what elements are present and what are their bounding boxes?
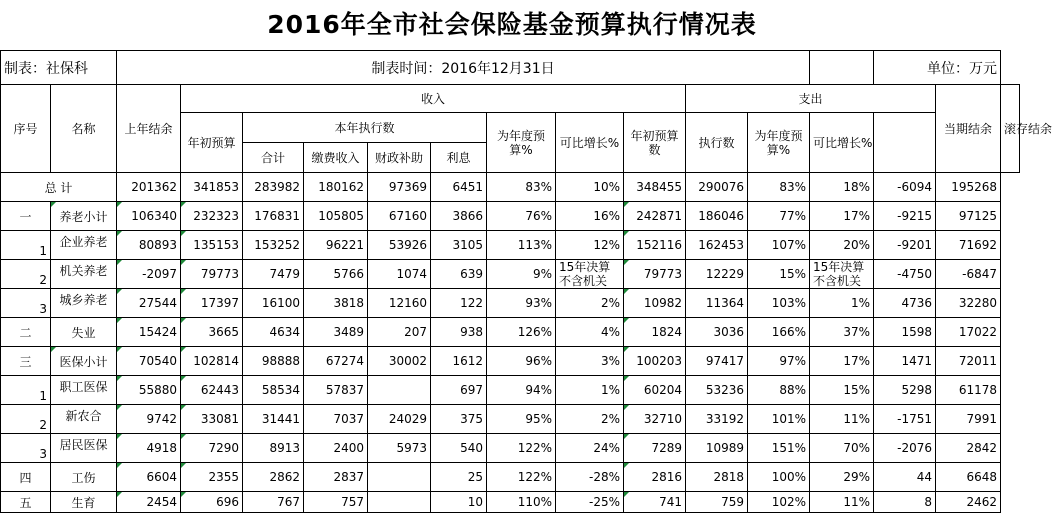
cell-e-ratio: 151% [748,434,810,463]
row-seq: 2 [1,260,51,289]
header-income-ratio: 为年度预算% [487,113,556,173]
row-name: 城乡养老 [51,289,117,318]
cell-sum: 16100 [243,289,304,318]
cell-contrib: 757 [304,492,368,513]
cell-roll: 97125 [936,202,1001,231]
cell-subsidy: 1074 [368,260,431,289]
cell-curr: -9201 [874,231,936,260]
row-name: 养老小计 [51,202,117,231]
unit-label: 单位：万元 [874,51,1001,85]
cell-growth: 1% [556,376,624,405]
cell-e-ratio: 88% [748,376,810,405]
cell-e-growth: 15% [810,376,874,405]
meta-row [1,51,1020,85]
cell-budget: 17397 [181,289,243,318]
cell-roll: 71692 [936,231,1001,260]
cell-e-growth: 37% [810,318,874,347]
table-row [1,318,1020,347]
cell-subsidy [368,492,431,513]
cell-subsidy: 207 [368,318,431,347]
row-seq: 二 [1,318,51,347]
cell-curr: -1751 [874,405,936,434]
cell-e-budget: 60204 [624,376,686,405]
cell-e-budget: 2816 [624,463,686,492]
header-contrib: 缴费收入 [304,143,368,173]
cell-e-ratio: 77% [748,202,810,231]
cell-e-budget: 7289 [624,434,686,463]
cell-interest: 375 [431,405,487,434]
cell-interest: 540 [431,434,487,463]
row-name: 工伤 [51,463,117,492]
row-seq: 1 [1,376,51,405]
cell-growth: 10% [556,173,624,202]
cell-ratio: 95% [487,405,556,434]
header-income-budget: 年初预算 [181,113,243,173]
row-name: 生育 [51,492,117,513]
cell-prev: 4918 [117,434,181,463]
cell-budget: 2355 [181,463,243,492]
cell-e-growth: 11% [810,492,874,513]
cell-roll: 2462 [936,492,1001,513]
cell-e-budget: 32710 [624,405,686,434]
row-name: 失业 [51,318,117,347]
row-seq: 2 [1,405,51,434]
cell-growth: 16% [556,202,624,231]
cell-ratio: 9% [487,260,556,289]
cell-e-budget: 152116 [624,231,686,260]
row-name: 居民医保 [51,434,117,463]
row-name: 机关养老 [51,260,117,289]
header-seq: 序号 [1,85,51,173]
table-row [1,231,1020,260]
cell-subsidy: 97369 [368,173,431,202]
table-row [1,173,1020,202]
row-seq: 三 [1,347,51,376]
cell-curr: 44 [874,463,936,492]
row-seq: 一 [1,202,51,231]
cell-sum: 4634 [243,318,304,347]
header-current-balance: 当期结余 [936,85,1001,173]
cell-roll: 32280 [936,289,1001,318]
cell-growth: 12% [556,231,624,260]
table-title: 2016年全市社会保险基金预算执行情况表 [267,10,757,39]
cell-budget: 341853 [181,173,243,202]
cell-e-exec: 290076 [686,173,748,202]
cell-roll: 6648 [936,463,1001,492]
cell-prev: 70540 [117,347,181,376]
cell-growth: 4% [556,318,624,347]
row-name: 新农合 [51,405,117,434]
cell-e-exec: 53236 [686,376,748,405]
row-name: 职工医保 [51,376,117,405]
header-interest: 利息 [431,143,487,173]
cell-interest: 938 [431,318,487,347]
cell-growth: -28% [556,463,624,492]
cell-prev: 80893 [117,231,181,260]
table-row [1,347,1020,376]
header-expense: 支出 [686,85,936,113]
cell-sum: 31441 [243,405,304,434]
table-row [1,260,1020,289]
cell-ratio: 122% [487,434,556,463]
cell-curr: 4736 [874,289,936,318]
cell-growth: 15年决算不含机关 [556,260,624,289]
cell-curr: -4750 [874,260,936,289]
cell-roll: 72011 [936,347,1001,376]
cell-prev: -2097 [117,260,181,289]
date-label: 制表时间：2016年12月31日 [117,51,810,85]
cell-contrib: 180162 [304,173,368,202]
row-seq: 3 [1,434,51,463]
cell-curr: 1598 [874,318,936,347]
cell-ratio: 110% [487,492,556,513]
cell-e-ratio: 101% [748,405,810,434]
header-row-1 [1,85,1020,113]
cell-curr: 5298 [874,376,936,405]
cell-prev: 55880 [117,376,181,405]
cell-e-exec: 10989 [686,434,748,463]
cell-e-growth: 20% [810,231,874,260]
cell-budget: 696 [181,492,243,513]
cell-contrib: 96221 [304,231,368,260]
header-income-growth: 可比增长% [556,113,624,173]
cell-e-exec: 186046 [686,202,748,231]
cell-interest: 6451 [431,173,487,202]
cell-e-ratio: 107% [748,231,810,260]
cell-subsidy: 12160 [368,289,431,318]
row-seq: 1 [1,231,51,260]
cell-interest: 122 [431,289,487,318]
cell-growth: -25% [556,492,624,513]
cell-curr: 8 [874,492,936,513]
cell-budget: 79773 [181,260,243,289]
cell-interest: 3105 [431,231,487,260]
row-name: 医保小计 [51,347,117,376]
cell-e-growth: 18% [810,173,874,202]
cell-subsidy: 53926 [368,231,431,260]
cell-contrib: 2400 [304,434,368,463]
cell-e-ratio: 83% [748,173,810,202]
cell-ratio: 122% [487,463,556,492]
cell-e-exec: 97417 [686,347,748,376]
cell-budget: 102814 [181,347,243,376]
cell-budget: 7290 [181,434,243,463]
header-expense-growth: 可比增长% [810,113,874,173]
budget-table [0,50,1052,513]
cell-contrib: 105805 [304,202,368,231]
cell-roll: 2842 [936,434,1001,463]
total-label: 总 计 [1,173,117,202]
header-expense-budget: 年初预算数 [624,113,686,173]
cell-e-growth: 11% [810,405,874,434]
cell-interest: 1612 [431,347,487,376]
cell-ratio: 126% [487,318,556,347]
cell-ratio: 113% [487,231,556,260]
cell-e-growth: 17% [810,202,874,231]
cell-roll: 7991 [936,405,1001,434]
cell-e-ratio: 103% [748,289,810,318]
cell-ratio: 94% [487,376,556,405]
maker-label: 制表：社保科 [1,51,117,85]
cell-subsidy [368,376,431,405]
cell-growth: 24% [556,434,624,463]
cell-e-ratio: 166% [748,318,810,347]
cell-e-budget: 1824 [624,318,686,347]
cell-roll: 195268 [936,173,1001,202]
cell-contrib: 5766 [304,260,368,289]
cell-e-exec: 3036 [686,318,748,347]
cell-budget: 232323 [181,202,243,231]
cell-e-budget: 741 [624,492,686,513]
header-name: 名称 [51,85,117,173]
cell-sum: 8913 [243,434,304,463]
cell-subsidy: 5973 [368,434,431,463]
cell-prev: 15424 [117,318,181,347]
cell-roll: 61178 [936,376,1001,405]
row-name: 企业养老 [51,231,117,260]
cell-interest: 697 [431,376,487,405]
cell-budget: 33081 [181,405,243,434]
row-seq: 五 [1,492,51,513]
cell-subsidy: 30002 [368,347,431,376]
cell-e-exec: 33192 [686,405,748,434]
cell-e-ratio: 100% [748,463,810,492]
cell-e-ratio: 102% [748,492,810,513]
cell-sum: 283982 [243,173,304,202]
cell-e-exec: 162453 [686,231,748,260]
cell-prev: 6604 [117,463,181,492]
cell-e-growth: 17% [810,347,874,376]
cell-e-growth: 70% [810,434,874,463]
cell-sum: 58534 [243,376,304,405]
cell-sum: 153252 [243,231,304,260]
header-exec: 本年执行数 [243,113,487,143]
cell-curr: -9215 [874,202,936,231]
cell-e-ratio: 15% [748,260,810,289]
cell-e-exec: 2818 [686,463,748,492]
cell-budget: 62443 [181,376,243,405]
cell-e-growth: 15年决算不含机关 [810,260,874,289]
cell-e-budget: 79773 [624,260,686,289]
cell-sum: 7479 [243,260,304,289]
cell-growth: 3% [556,347,624,376]
cell-e-exec: 759 [686,492,748,513]
cell-curr: -2076 [874,434,936,463]
cell-prev: 9742 [117,405,181,434]
cell-budget: 135153 [181,231,243,260]
header-income: 收入 [181,85,686,113]
cell-prev: 2454 [117,492,181,513]
header-rolling-balance: 滚存结余 [1001,85,1020,173]
cell-contrib: 2837 [304,463,368,492]
cell-prev: 106340 [117,202,181,231]
cell-e-budget: 10982 [624,289,686,318]
cell-prev: 201362 [117,173,181,202]
table-row [1,289,1020,318]
cell-interest: 10 [431,492,487,513]
cell-ratio: 93% [487,289,556,318]
cell-e-budget: 100203 [624,347,686,376]
table-row [1,376,1020,405]
cell-sum: 2862 [243,463,304,492]
cell-prev: 27544 [117,289,181,318]
cell-interest: 3866 [431,202,487,231]
cell-budget: 3665 [181,318,243,347]
cell-e-budget: 242871 [624,202,686,231]
cell-contrib: 3489 [304,318,368,347]
row-seq: 3 [1,289,51,318]
cell-ratio: 83% [487,173,556,202]
table-row [1,202,1020,231]
cell-ratio: 96% [487,347,556,376]
cell-interest: 25 [431,463,487,492]
table-row [1,463,1020,492]
cell-e-growth: 29% [810,463,874,492]
table-row [1,405,1020,434]
cell-subsidy [368,463,431,492]
cell-growth: 2% [556,405,624,434]
cell-curr: 1471 [874,347,936,376]
cell-e-ratio: 97% [748,347,810,376]
header-prev-balance: 上年结余 [117,85,181,173]
cell-sum: 176831 [243,202,304,231]
cell-subsidy: 24029 [368,405,431,434]
cell-e-growth: 1% [810,289,874,318]
cell-curr: -6094 [874,173,936,202]
cell-roll: 17022 [936,318,1001,347]
cell-subsidy: 67160 [368,202,431,231]
cell-e-budget: 348455 [624,173,686,202]
table-row [1,492,1020,513]
cell-e-exec: 11364 [686,289,748,318]
cell-growth: 2% [556,289,624,318]
cell-contrib: 67274 [304,347,368,376]
cell-contrib: 3818 [304,289,368,318]
cell-ratio: 76% [487,202,556,231]
cell-sum: 98888 [243,347,304,376]
cell-roll: -6847 [936,260,1001,289]
table-row [1,434,1020,463]
header-sum: 合计 [243,143,304,173]
cell-interest: 639 [431,260,487,289]
cell-sum: 767 [243,492,304,513]
header-subsidy: 财政补助 [368,143,431,173]
header-expense-ratio: 为年度预算% [748,113,810,173]
cell-e-exec: 12229 [686,260,748,289]
row-seq: 四 [1,463,51,492]
header-expense-exec: 执行数 [686,113,748,173]
cell-contrib: 57837 [304,376,368,405]
cell-contrib: 7037 [304,405,368,434]
